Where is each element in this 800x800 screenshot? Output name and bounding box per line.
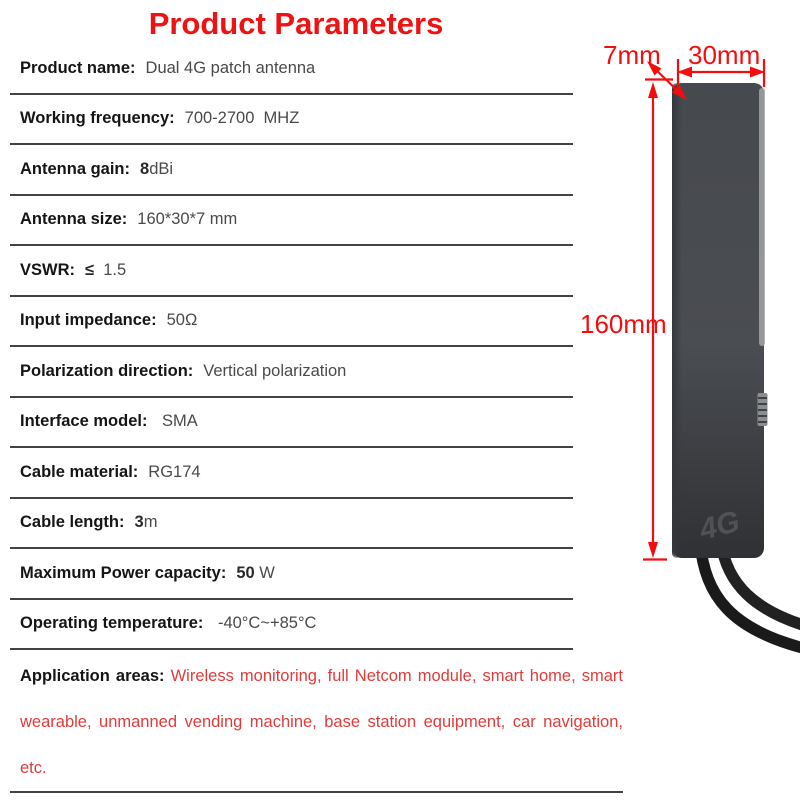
table-row [10, 196, 573, 247]
row-label: Product name: [20, 58, 136, 77]
table-row [10, 448, 573, 499]
row-value: 50 W [236, 563, 275, 582]
dim-30mm-label: 30mm [688, 40, 761, 70]
application-areas-label: Application areas: [20, 667, 165, 685]
row-label: Maximum Power capacity: [20, 563, 227, 582]
row-label: Cable material: [20, 462, 139, 481]
antenna-edge-highlight [759, 88, 765, 346]
antenna-ribs [758, 393, 768, 426]
table-row [10, 246, 573, 297]
antenna-left-shade [672, 83, 682, 558]
application-areas-row [10, 650, 623, 793]
table-row [10, 499, 573, 550]
table-row [10, 398, 573, 449]
row-value: 3m [134, 513, 158, 532]
row-value: 50Ω [166, 311, 198, 330]
table-row [10, 44, 573, 95]
row-value: RG174 [148, 462, 201, 481]
table-row [10, 145, 573, 196]
row-label: Input impedance: [20, 311, 157, 330]
row-value: -40°C~+85°C [213, 614, 317, 633]
row-label: Working frequency: [20, 109, 175, 128]
row-label: Cable length: [20, 513, 125, 532]
row-label: Interface model: [20, 412, 148, 431]
row-label: Operating temperature: [20, 614, 204, 633]
page-title: Product Parameters [148, 6, 444, 41]
row-value: Vertical polarization [203, 361, 347, 380]
table-row [10, 347, 573, 398]
row-label: Antenna size: [20, 210, 128, 229]
row-value: 160*30*7 mm [137, 210, 238, 229]
parameters-table [10, 44, 573, 650]
row-label: Polarization direction: [20, 361, 194, 380]
application-areas-text: Wireless monitoring, full Netcom module, smart home, smart wearable, unmanned vending machine, base station equipment, car navigation, etc. [20, 667, 623, 777]
table-row [10, 600, 573, 651]
row-label: Antenna gain: [20, 159, 130, 178]
row-value: 700-2700 MHZ [184, 109, 300, 128]
row-value: ≤ 1.5 [85, 260, 127, 279]
row-value: SMA [157, 412, 198, 431]
antenna-4g-badge: 4G [696, 504, 744, 547]
table-row [10, 297, 573, 348]
row-value: Dual 4G patch antenna [145, 58, 316, 77]
row-label: VSWR: [20, 260, 75, 279]
dim-160mm-label: 160mm [580, 309, 667, 339]
table-row [10, 95, 573, 146]
row-value: 8dBi [140, 159, 174, 178]
antenna-illustration [560, 30, 800, 690]
table-row [10, 549, 573, 600]
dim-7mm-label: 7mm [603, 40, 661, 70]
product-visual [560, 30, 800, 690]
antenna-body [672, 83, 764, 558]
